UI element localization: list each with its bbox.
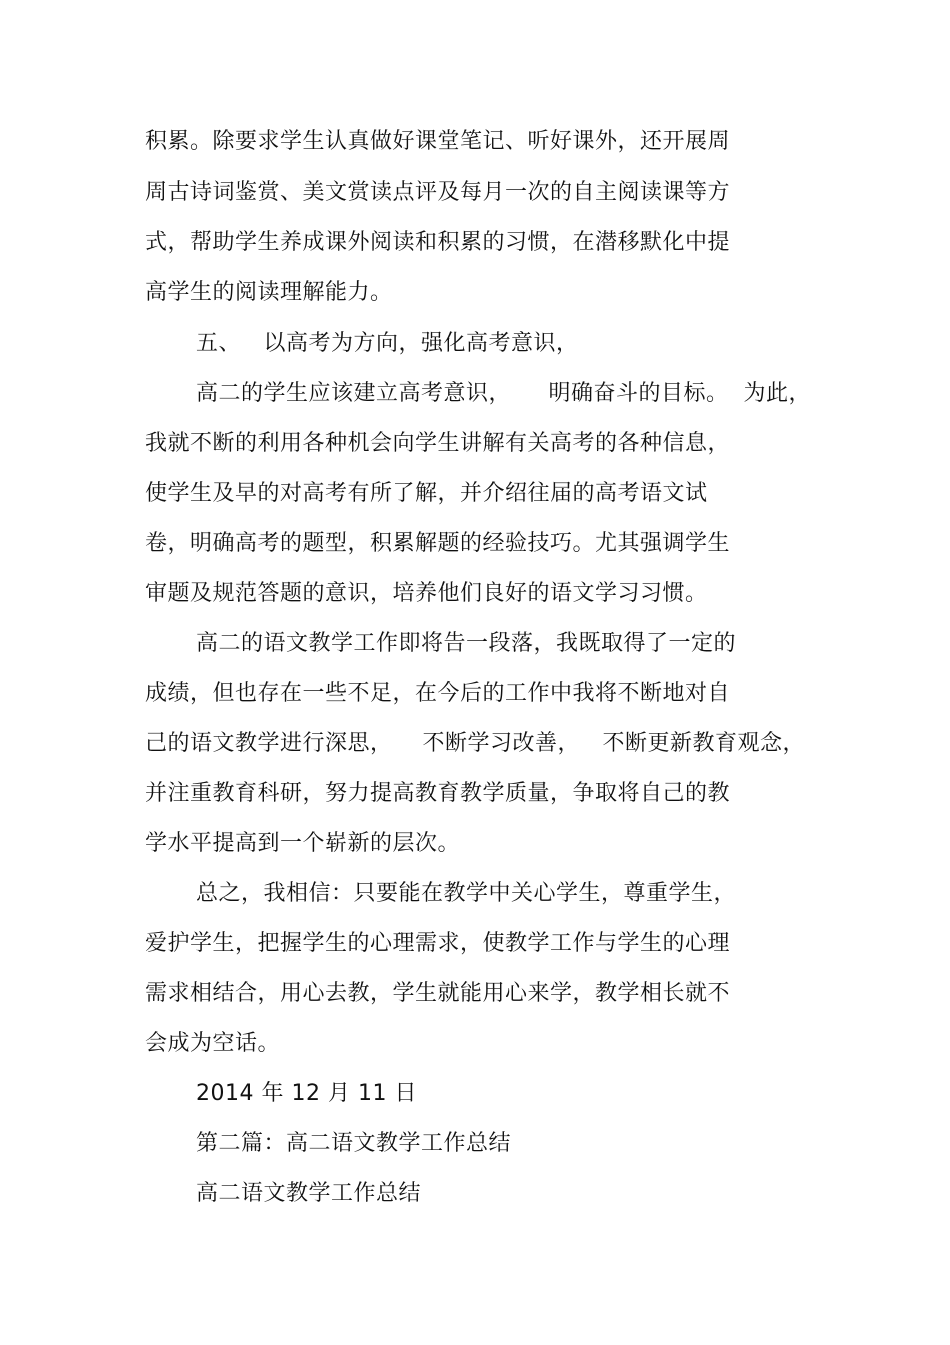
text-line: 会成为空话。 (145, 1031, 281, 1056)
text-line: 高二的语文教学工作即将告一段落，我既取得了一定的 (196, 631, 737, 656)
text-line: 式，帮助学生养成课外阅读和积累的习惯，在潜移默化中提 (145, 230, 731, 255)
text-line: 周古诗词鉴赏、美文赏读点评及每月一次的自主阅读课等方 (145, 180, 731, 205)
text-line: 并注重教育科研，努力提高教育教学质量，争取将自己的教 (145, 781, 731, 806)
text-line: 卷，明确高考的题型，积累解题的经验技巧。尤其强调学生 (145, 531, 731, 556)
text-line: 我就不断的利用各种机会向学生讲解有关高考的各种信息， (145, 431, 731, 456)
text-line: 审题及规范答题的意识，培养他们良好的语文学习习惯。 (145, 581, 708, 606)
text-line: 学水平提高到一个崭新的层次。 (145, 831, 461, 856)
section-heading: 五、 以高考为方向，强化高考意识， (196, 331, 579, 356)
text-line: 需求相结合，用心去教，学生就能用心来学，教学相长就不 (145, 981, 731, 1006)
part-heading: 第二篇：高二语文教学工作总结 (196, 1131, 512, 1156)
text-line: 己的语文教学进行深思， 不断学习改善， 不断更新教育观念， (145, 731, 805, 756)
text-line: 积累。除要求学生认真做好课堂笔记、听好课外，还开展周 (145, 129, 731, 154)
text-line: 高二的学生应该建立高考意识， 明确奋斗的目标。 为此， (196, 381, 811, 406)
text-line: 总之，我相信：只要能在教学中关心学生，尊重学生， (196, 881, 737, 906)
text-line: 高学生的阅读理解能力。 (145, 280, 393, 305)
text-line: 爱护学生，把握学生的心理需求，使教学工作与学生的心理 (145, 931, 731, 956)
text-line: 成绩，但也存在一些不足，在今后的工作中我将不断地对自 (145, 681, 731, 706)
document-title: 高二语文教学工作总结 (196, 1181, 422, 1206)
text-line: 使学生及早的对高考有所了解，并介绍往届的高考语文试 (145, 481, 708, 506)
date-line: 2014 年 12 月 11 日 (196, 1081, 417, 1106)
